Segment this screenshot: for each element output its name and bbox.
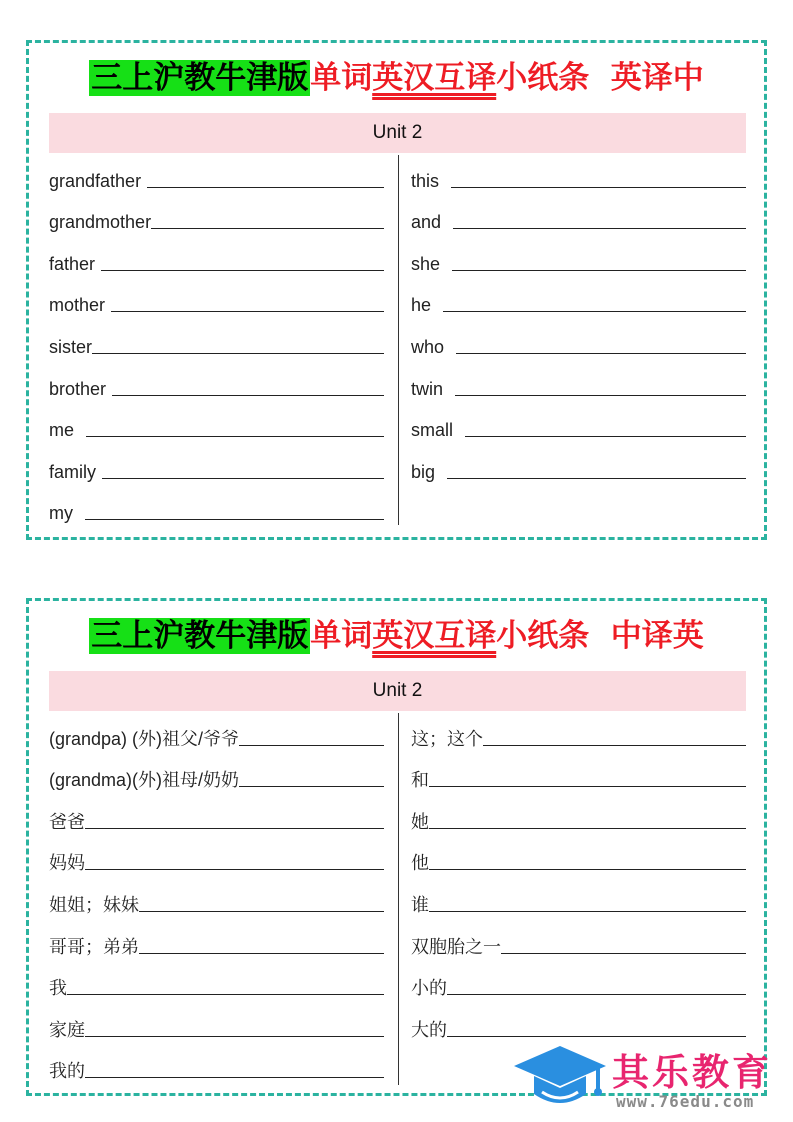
- word-label: small: [411, 420, 454, 441]
- left-column: [49, 715, 384, 1089]
- answer-line[interactable]: [429, 786, 746, 787]
- answer-line[interactable]: [111, 311, 384, 312]
- title-part-a: 单词: [310, 60, 373, 96]
- word-label: sister: [49, 336, 93, 357]
- answer-line[interactable]: [85, 519, 384, 520]
- list-item: [411, 923, 746, 965]
- list-item: [411, 715, 746, 757]
- list-item: [49, 407, 384, 449]
- list-item: [49, 157, 384, 199]
- answer-line[interactable]: [501, 953, 746, 954]
- answer-line[interactable]: [447, 994, 746, 995]
- answer-line[interactable]: [429, 911, 746, 912]
- answer-line[interactable]: [429, 828, 746, 829]
- word-label: 和: [411, 770, 429, 791]
- title-highlight: 三上沪教牛津版: [91, 60, 309, 96]
- answer-line[interactable]: [452, 270, 746, 271]
- title-part-b: 小纸条 英译中: [496, 60, 704, 96]
- graduation-cap-icon: [512, 1042, 608, 1114]
- word-label: (grandpa) (外)祖父/爷爷: [49, 728, 240, 749]
- answer-line[interactable]: [151, 228, 384, 229]
- card-title: [29, 607, 764, 665]
- answer-line[interactable]: [447, 478, 746, 479]
- word-label: 我: [49, 978, 67, 999]
- word-label: father: [49, 253, 96, 274]
- list-item: [49, 365, 384, 407]
- list-item: [411, 157, 746, 199]
- worksheet-card-en-to-zh: [26, 40, 767, 540]
- answer-line[interactable]: [86, 436, 384, 437]
- word-label: family: [49, 461, 97, 482]
- list-item: [411, 282, 746, 324]
- unit-header: Unit 2: [49, 671, 746, 711]
- word-label: (grandma)(外)祖母/奶奶: [49, 770, 240, 791]
- word-label: 这；这个: [411, 728, 483, 749]
- answer-line[interactable]: [239, 786, 384, 787]
- list-item: [411, 407, 746, 449]
- word-label: 妈妈: [49, 853, 85, 874]
- answer-line[interactable]: [465, 436, 746, 437]
- list-item: [49, 965, 384, 1007]
- word-label: 谁: [411, 894, 429, 915]
- word-label: 双胞胎之一: [411, 936, 501, 957]
- list-item: [49, 448, 384, 490]
- list-item: [411, 798, 746, 840]
- list-item: [49, 923, 384, 965]
- word-label: 小的: [411, 978, 447, 999]
- list-item: [411, 840, 746, 882]
- answer-line[interactable]: [112, 395, 384, 396]
- word-label: brother: [49, 378, 107, 399]
- title-part-a: 单词: [310, 618, 373, 654]
- answer-line[interactable]: [443, 311, 746, 312]
- answer-line[interactable]: [67, 994, 384, 995]
- answer-line[interactable]: [85, 828, 384, 829]
- list-item: [411, 881, 746, 923]
- unit-header: Unit 2: [49, 113, 746, 153]
- word-label: grandfather: [49, 170, 142, 191]
- column-divider: [398, 713, 399, 1085]
- word-label: 我的: [49, 1061, 85, 1082]
- list-item: [411, 365, 746, 407]
- answer-line[interactable]: [139, 911, 384, 912]
- worksheet-card-zh-to-en: [26, 598, 767, 1096]
- list-item: [49, 1048, 384, 1090]
- left-column: [49, 157, 384, 531]
- word-label: my: [49, 503, 73, 524]
- answer-line[interactable]: [85, 1036, 384, 1037]
- right-column: [411, 157, 746, 490]
- list-item: [49, 490, 384, 532]
- title-underlined: 英汉互译: [372, 60, 497, 96]
- word-label: 她: [411, 811, 429, 832]
- answer-line[interactable]: [102, 478, 384, 479]
- list-item: [411, 240, 746, 282]
- answer-line[interactable]: [453, 228, 746, 229]
- list-item: [49, 881, 384, 923]
- word-label: he: [411, 295, 432, 316]
- list-item: [411, 448, 746, 490]
- list-item: [49, 1006, 384, 1048]
- title-highlight: 三上沪教牛津版: [91, 618, 309, 654]
- answer-line[interactable]: [85, 1077, 384, 1078]
- list-item: [49, 282, 384, 324]
- word-label: twin: [411, 378, 444, 399]
- brand-url: www.76edu.com: [616, 1092, 755, 1111]
- answer-line[interactable]: [429, 869, 746, 870]
- list-item: [49, 323, 384, 365]
- column-divider: [398, 155, 399, 525]
- word-label: big: [411, 461, 436, 482]
- word-label: 大的: [411, 1019, 447, 1040]
- card-title: [29, 49, 764, 107]
- list-item: [411, 965, 746, 1007]
- list-item: [49, 715, 384, 757]
- word-label: me: [49, 420, 75, 441]
- word-label: this: [411, 170, 440, 191]
- answer-line[interactable]: [456, 353, 746, 354]
- word-label: grandmother: [49, 212, 152, 233]
- brand-logo: [512, 1040, 792, 1115]
- answer-line[interactable]: [139, 953, 384, 954]
- list-item: [49, 199, 384, 241]
- list-item: [49, 840, 384, 882]
- answer-line[interactable]: [101, 270, 384, 271]
- word-label: 哥哥；弟弟: [49, 936, 139, 957]
- list-item: [411, 199, 746, 241]
- answer-line[interactable]: [92, 353, 384, 354]
- answer-line[interactable]: [85, 869, 384, 870]
- brand-name: 其乐教育: [612, 1051, 772, 1094]
- word-label: 他: [411, 853, 429, 874]
- word-label: she: [411, 253, 441, 274]
- answer-line[interactable]: [147, 187, 384, 188]
- word-label: 家庭: [49, 1019, 85, 1040]
- answer-line[interactable]: [447, 1036, 746, 1037]
- word-label: and: [411, 212, 442, 233]
- right-column: [411, 715, 746, 1048]
- title-part-b: 小纸条 中译英: [496, 618, 704, 654]
- answer-line[interactable]: [451, 187, 746, 188]
- word-label: 姐姐；妹妹: [49, 894, 139, 915]
- list-item: [411, 323, 746, 365]
- list-item: [49, 798, 384, 840]
- title-underlined: 英汉互译: [372, 618, 497, 654]
- answer-line[interactable]: [239, 745, 384, 746]
- answer-line[interactable]: [455, 395, 746, 396]
- word-label: mother: [49, 295, 106, 316]
- list-item: [411, 757, 746, 799]
- word-label: who: [411, 336, 445, 357]
- word-label: 爸爸: [49, 811, 85, 832]
- answer-line[interactable]: [483, 745, 746, 746]
- list-item: [49, 240, 384, 282]
- list-item: [49, 757, 384, 799]
